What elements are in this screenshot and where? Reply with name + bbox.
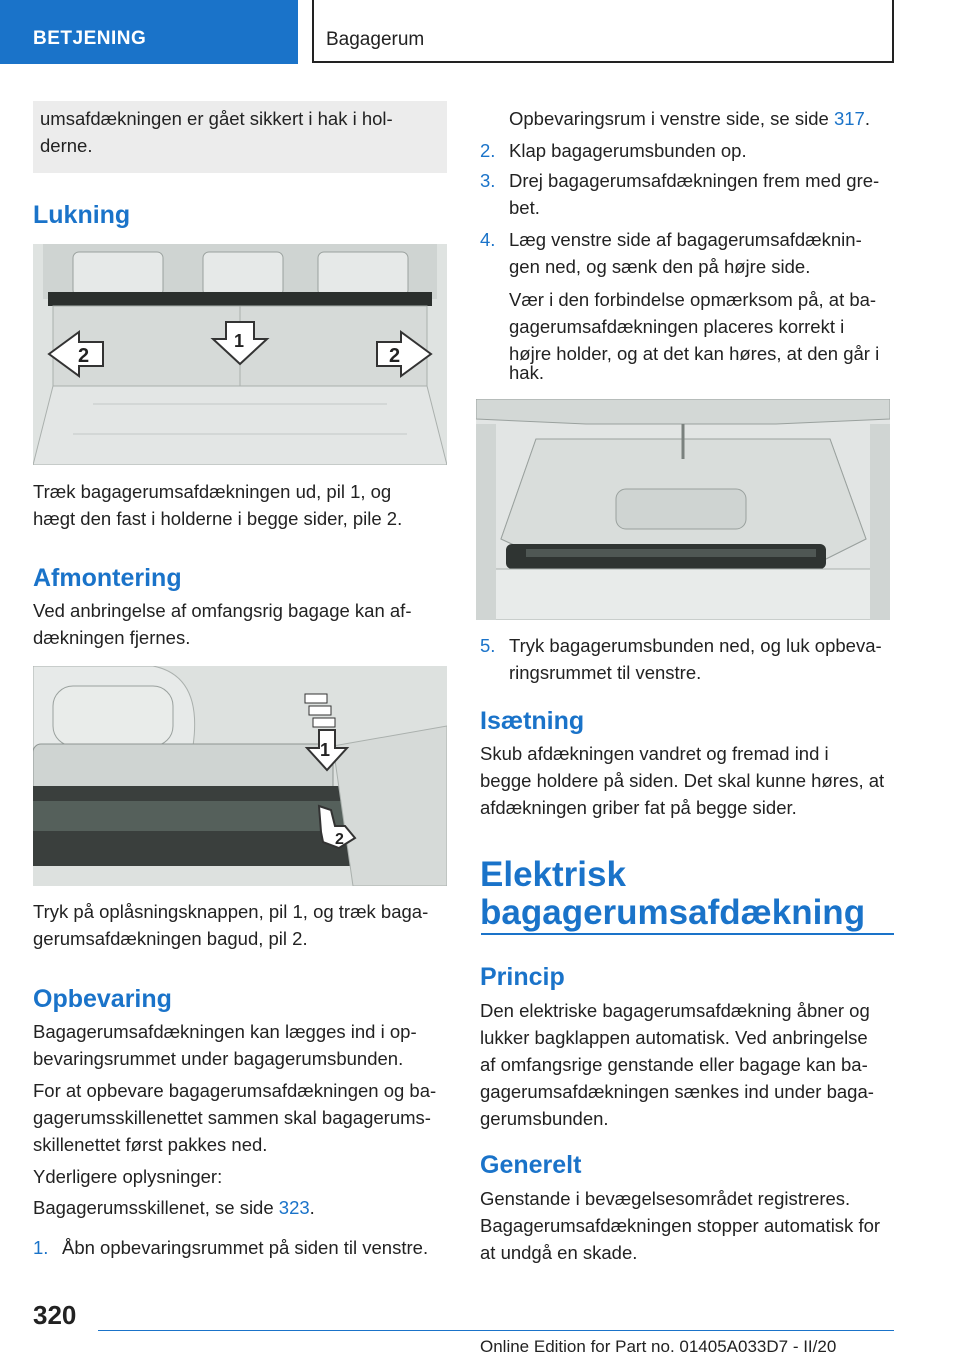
generelt-line-1: Genstande i bevægelsesområdet registreres.	[480, 1188, 851, 1209]
isaetning-line-1: Skub afdækningen vandret og fremad ind i	[480, 743, 829, 764]
step-2-text: Klap bagagerumsbunden op.	[509, 140, 747, 161]
opbevaring-line-1: Bagagerumsafdækningen kan lægges ind i op-	[33, 1021, 417, 1042]
princip-line-4: gagerumsafdækningen sænkes ind under baga-	[480, 1081, 874, 1102]
figure1-label-center: 1	[234, 331, 245, 351]
note-line-1: umsafdækningen er gået sikkert i hak i hol-	[40, 108, 393, 129]
opbevaring-line-4: gagerumsskillenettet sammen skal bagagerums-	[33, 1107, 431, 1128]
step-5-number: 5.	[480, 635, 496, 656]
opbevaring-line-5: skillenettet først pakkes ned.	[33, 1134, 268, 1155]
princip-line-5: gerumsbunden.	[480, 1108, 609, 1129]
heading-generelt: Generelt	[480, 1151, 582, 1179]
reference-text: Bagagerumsskillenet, se side	[33, 1197, 279, 1218]
step-4-note-line-4: hak.	[509, 362, 544, 383]
step-4-line-2: gen ned, og sænk den på højre side.	[509, 256, 811, 277]
step-4-note-line-3: højre holder, og at det kan høres, at den går i	[509, 343, 880, 364]
step-3-line-1: Drej bagagerumsafdækningen frem med gre-	[509, 170, 880, 191]
afmontering-line-2: dækningen fjernes.	[33, 627, 191, 648]
generelt-line-3: at undgå en skade.	[480, 1242, 638, 1263]
note-line-2: derne.	[40, 135, 93, 156]
afmontering-line-1: Ved anbringelse af omfangsrig bagage kan af-	[33, 600, 412, 621]
figure-storage-illustration	[476, 399, 890, 620]
step-4-note-line-2: gagerumsafdækningen placeres korrekt i	[509, 316, 845, 337]
isaetning-line-3: afdækningen griber fat på begge sider.	[480, 797, 797, 818]
figure1-label-left: 2	[78, 345, 90, 367]
continued-dot: .	[864, 108, 870, 129]
reference-line	[33, 1194, 315, 1221]
figure-removing-cover	[33, 666, 447, 886]
header-title: Bagagerum	[326, 29, 425, 50]
step-5-line-1: Tryk bagagerumsbunden ned, og luk opbeva-	[509, 635, 882, 656]
heading-elektrisk-line-1: Elektrisk	[480, 855, 626, 894]
figure2-label-1: 1	[320, 740, 331, 760]
princip-line-3: af omfangsrige genstande eller bagage kan ba-	[480, 1054, 868, 1075]
step-1-number: 1.	[33, 1237, 49, 1258]
footer-edition: Online Edition for Part no. 01405A033D7 - II/20	[480, 1337, 837, 1356]
heading-afmontering: Afmontering	[33, 564, 182, 592]
continued-text: Opbevaringsrum i venstre side, se side	[509, 108, 834, 129]
heading-princip: Princip	[480, 963, 565, 991]
step-2-number: 2.	[480, 140, 496, 161]
step-1-text: Åbn opbevaringsrummet på siden til venstre.	[62, 1237, 429, 1258]
generelt-line-2: Bagagerumsafdækningen stopper automatisk for	[480, 1215, 881, 1236]
step-4-number: 4.	[480, 229, 496, 250]
princip-line-1: Den elektriske bagagerumsafdækning åbner og	[480, 1000, 870, 1021]
heading-elektrisk-line-2: bagagerumsafdækning	[480, 893, 866, 932]
isaetning-line-2: begge holdere på siden. Det skal kunne høres, at	[480, 770, 885, 791]
step-3-number: 3.	[480, 170, 496, 191]
reference-dot: .	[309, 1197, 315, 1218]
figure-closing-illustration	[33, 244, 447, 465]
step-5-line-2: ringsrummet til venstre.	[509, 662, 702, 683]
opbevaring-line-2: bevaringsrummet under bagagerumsbunden.	[33, 1048, 404, 1069]
step-3-line-2: bet.	[509, 197, 540, 218]
heading-elektrisk-rule	[481, 933, 894, 935]
princip-line-2: lukker bagklappen automatisk. Ved anbringelse	[480, 1027, 868, 1048]
caption1-line-2: hægt den fast i holderne i begge sider, pile 2.	[33, 508, 403, 529]
figure1-label-right: 2	[389, 345, 401, 367]
heading-isaetning: Isætning	[480, 707, 585, 735]
caption1-line-1: Træk bagagerumsafdækningen ud, pil 1, og	[33, 481, 392, 502]
reference-page-link[interactable]: 323	[278, 1197, 310, 1218]
opbevaring-line-3: For at opbevare bagagerumsafdækningen og ba-	[33, 1080, 437, 1101]
heading-opbevaring: Opbevaring	[33, 985, 172, 1013]
figure2-label-2: 2	[335, 831, 344, 848]
step-4-note-line-1: Vær i den forbindelse opmærksom på, at ba-	[509, 289, 877, 310]
figure-closing-cover	[33, 244, 447, 465]
page-number: 320	[33, 1300, 77, 1330]
figure-storage-compartment	[476, 399, 890, 620]
step-4-line-1: Læg venstre side af bagagerumsafdæknin-	[509, 229, 862, 250]
caption2-line-1: Tryk på oplåsningsknappen, pil 1, og træk baga-	[33, 901, 429, 922]
caption2-line-2: gerumsafdækningen bagud, pil 2.	[33, 928, 308, 949]
header-section-label: BETJENING	[33, 28, 147, 49]
heading-lukning: Lukning	[33, 201, 131, 229]
continued-page-link[interactable]: 317	[833, 108, 865, 129]
yderligere-label: Yderligere oplysninger:	[33, 1166, 223, 1187]
continued-reference	[509, 105, 870, 132]
figure-removing-illustration	[33, 666, 447, 886]
footer-rule	[98, 1330, 894, 1331]
